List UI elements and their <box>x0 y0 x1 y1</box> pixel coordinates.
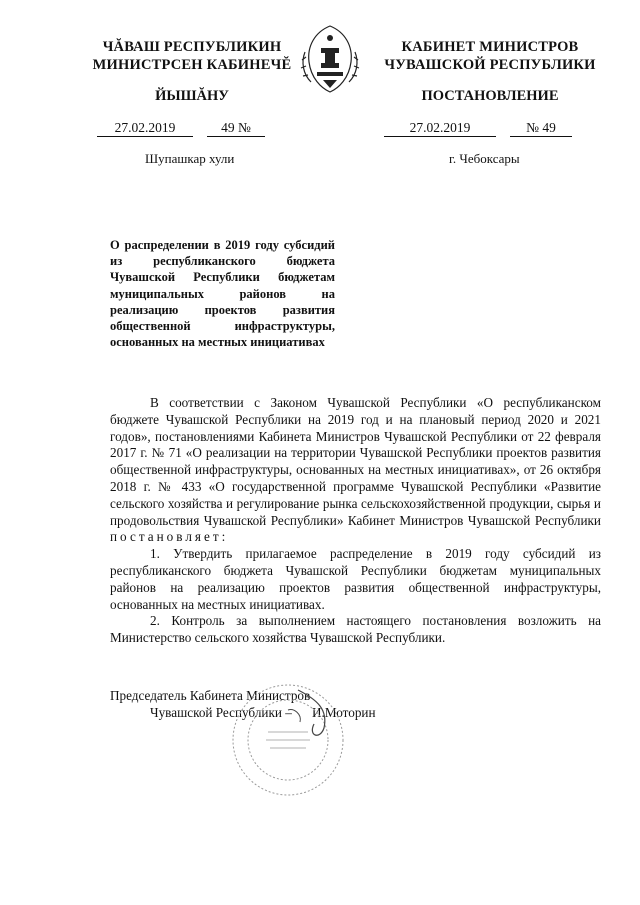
subject-text: О распределении в 2019 году субсидий из республиканского бюджета Чувашской Республики бюджетам муниципальных районов на реализацию проектов развития общественной инфраструктуры, основанных на местных инициативах <box>110 238 335 350</box>
document-body <box>110 395 601 647</box>
right-date: 27.02.2019 <box>384 120 496 137</box>
signature-line1: Председатель Кабинета Министров <box>110 688 311 703</box>
coat-of-arms-icon <box>297 22 363 96</box>
right-number: № 49 <box>510 120 572 137</box>
official-seal-icon <box>228 680 348 800</box>
signature-name: И.Моторин <box>312 705 376 720</box>
resolves-word: постановляет: <box>110 529 229 545</box>
header-right <box>375 38 605 74</box>
left-number: 49 № <box>207 120 265 137</box>
right-city: г. Чебоксары <box>449 151 520 166</box>
header-left <box>92 38 292 74</box>
body-paragraph-1 <box>110 395 601 546</box>
left-city: Шупашкар хули <box>145 151 235 166</box>
body-paragraph-2: 1. Утвердить прилагаемое распределение в 2019 году субсидий из республиканского бюджета Чувашской Республики бюджетам муниципальных районов на реализацию проектов развития общественной инфраструктуры, основанных на местных инициативах. <box>110 546 601 612</box>
doc-type-right: ПОСТАНОВЛЕНИЕ <box>421 88 559 104</box>
header-left-line1: ЧĂВАШ РЕСПУБЛИКИН <box>102 39 282 55</box>
left-date: 27.02.2019 <box>97 120 193 137</box>
header-right-line2: ЧУВАШСКОЙ РЕСПУБЛИКИ <box>384 57 596 73</box>
document-subject <box>110 237 335 350</box>
header-right-line1: КАБИНЕТ МИНИСТРОВ <box>401 39 579 55</box>
body-paragraph-1-text: В соответствии с Законом Чувашской Республики «О республиканском бюджете Чувашской Республики на 2019 год и на плановый период 2020 и 2021 годов», постановлениями Кабинета Министров Чувашской Республики от 22 февраля 2017 г. № 71 «О реализации на территории Чувашской Республики проектов развития общественной инфраструктуры, основанных на местных инициативах», от 26 октября 2018 г. № 433 «О государственной программе Чувашской Республики «Развитие сельского хозяйства и регулирование рынка сельскохозяйственной продукции, сырья и продовольствия Чувашской Республики» Кабинет Министров Чувашской Республики <box>110 395 601 528</box>
doc-type-left: ЙЫШĂНУ <box>155 88 229 104</box>
signature-line2: Чувашской Республики – <box>150 705 292 720</box>
header-left-line2: МИНИСТРСЕН КАБИНЕЧĔ <box>92 57 292 73</box>
body-paragraph-3: 2. Контроль за выполнением настоящего постановления возложить на Министерство сельского хозяйства Чувашской Республики. <box>110 613 601 646</box>
